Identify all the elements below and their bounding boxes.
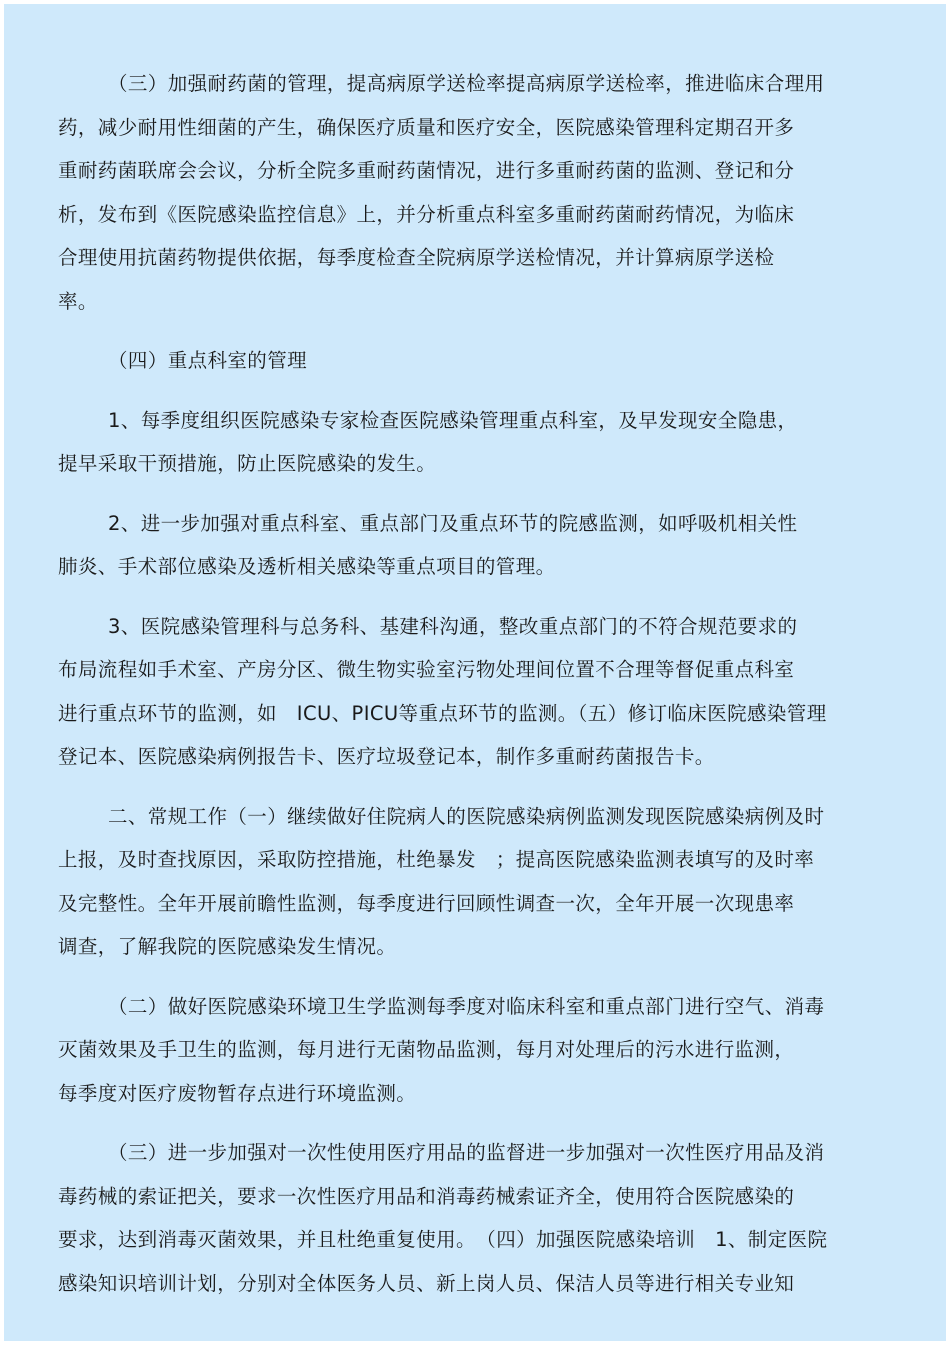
text-line: 药，减少耐用性细菌的产生，确保医疗质量和医疗安全，医院感染管理科定期召开多 <box>58 115 795 139</box>
paragraph-resistant-bacteria <box>58 62 888 323</box>
text-line: 肺炎、手术部位感染及透析相关感染等重点项目的管理。 <box>58 555 556 578</box>
text-line: 登记本、医院感染病例报告卡、医疗垃圾登记本，制作多重耐药菌报告卡。 <box>58 745 715 768</box>
paragraph-item-3 <box>58 605 888 779</box>
section-heading: （四）重点科室的管理 <box>108 349 308 372</box>
text-line: 及完整性。全年开展前瞻性监测，每季度进行回顾性调查一次，全年开展一次现患率 <box>58 891 795 915</box>
text-line: （三）进一步加强对一次性使用医疗用品的监督进一步加强对一次性医疗用品及消 <box>108 1141 825 1164</box>
text-line: 灭菌效果及手卫生的监测，每月进行无菌物品监测，每月对处理后的污水进行监测， <box>58 1038 795 1061</box>
text-line: 3、医院感染管理科与总务科、基建科沟通，整改重点部门的不符合规范要求的 <box>108 614 798 638</box>
text-line: 合理使用抗菌药物提供依据，每季度检查全院病原学送检情况，并计算病原学送检 <box>58 246 775 269</box>
text-line: 2、进一步加强对重点科室、重点部门及重点环节的院感监测，如呼吸机相关性 <box>108 511 798 535</box>
document-page <box>4 4 946 1341</box>
text-line: 调查，了解我院的医院感染发生情况。 <box>58 935 397 958</box>
text-line: 上报，及时查找原因，采取防控措施，杜绝暴发 ；提高医院感染监测表填写的及时率 <box>58 848 815 871</box>
text-line: 布局流程如手术室、产房分区、微生物实验室污物处理间位置不合理等督促重点科室 <box>58 658 795 681</box>
document-body <box>58 62 888 1305</box>
paragraph-environment-monitoring <box>58 985 888 1116</box>
paragraph-routine-work <box>58 795 888 969</box>
text-line: （二）做好医院感染环境卫生学监测每季度对临床科室和重点部门进行空气、消毒 <box>108 994 825 1018</box>
text-line: 感染知识培训计划，分别对全体医务人员、新上岗人员、保洁人员等进行相关专业知 <box>58 1271 795 1295</box>
text-line: 毒药械的索证把关，要求一次性医疗用品和消毒药械索证齐全，使用符合医院感染的 <box>58 1184 795 1208</box>
text-line: 提早采取干预措施，防止医院感染的发生。 <box>58 452 437 475</box>
text-line: 1、每季度组织医院感染专家检查医院感染管理重点科室，及早发现安全隐患， <box>108 408 798 432</box>
text-line: 要求，达到消毒灭菌效果，并且杜绝重复使用。 （四）加强医院感染培训 1、制定医院 <box>58 1228 828 1251</box>
text-line: 析，发布到《医院感染监控信息》上，并分析重点科室多重耐药菌耐药情况，为临床 <box>58 202 795 226</box>
text-line: 率。 <box>58 289 98 313</box>
paragraph-item-1 <box>58 399 888 486</box>
text-line: 二、常规工作（一）继续做好住院病人的医院感染病例监测发现医院感染病例及时 <box>108 804 825 828</box>
text-line: （三）加强耐药菌的管理，提高病原学送检率提高病原学送检率，推进临床合理用 <box>108 72 825 95</box>
paragraph-disposable-supplies <box>58 1131 888 1305</box>
text-line: 进行重点环节的监测，如 ICU、PICU等重点环节的监测。（五）修订临床医院感染管理 <box>58 701 827 725</box>
text-line: 每季度对医疗废物暂存点进行环境监测。 <box>58 1081 417 1105</box>
text-line: 重耐药菌联席会会议，分析全院多重耐药菌情况，进行多重耐药菌的监测、登记和分 <box>58 159 795 182</box>
heading-key-departments <box>58 339 888 383</box>
paragraph-item-2 <box>58 502 888 589</box>
